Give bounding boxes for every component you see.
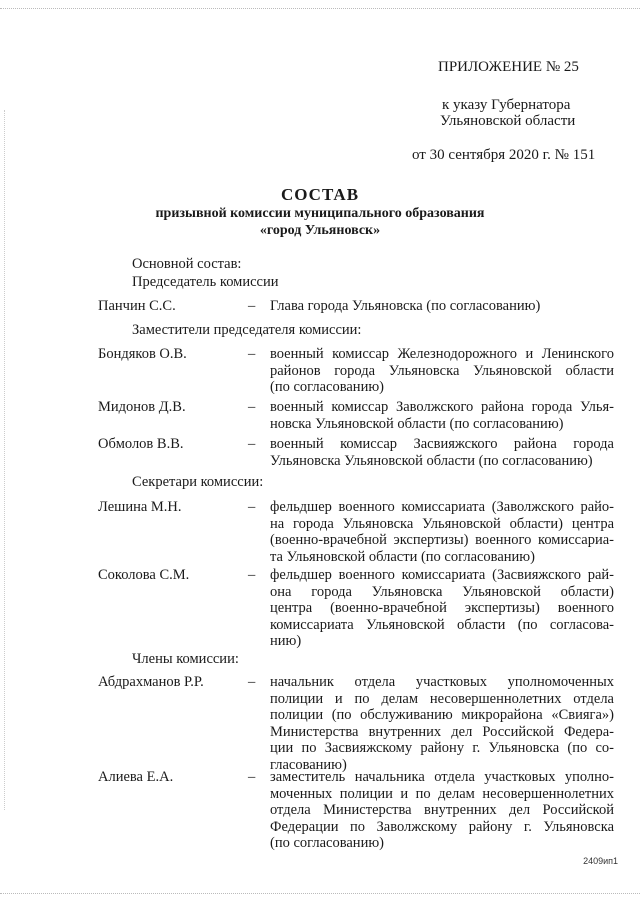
date-line: от 30 сентября 2020 г. № 151 <box>412 147 596 163</box>
section-members: Члены комиссии: <box>132 651 239 667</box>
position-line: полиции и по делам несовершеннолетних отдела <box>270 690 614 707</box>
scan-bottom-edge <box>0 893 640 894</box>
position-line: полиции (по обслуживанию микрорайона «Свияга») <box>270 707 614 724</box>
position-line: районов города Ульяновска Ульяновской области <box>270 362 614 379</box>
member-name: Лешина М.Н. <box>98 499 182 515</box>
position-line: (военно-врачебной экспертизы) военного комиссариа- <box>270 532 614 549</box>
position-line: моченных полиции и по делам несовершеннолетних <box>270 785 614 802</box>
member-name: Абдрахманов Р.Р. <box>98 674 204 690</box>
position-line: Глава города Ульяновска (по согласованию) <box>270 298 541 314</box>
section-main: Основной состав: <box>132 256 242 272</box>
member-name: Бондяков О.В. <box>98 346 187 362</box>
position-line: новска Ульяновской области (по согласованию) <box>270 415 564 432</box>
section-secretaries: Секретари комиссии: <box>132 474 264 490</box>
member-name: Обмолов В.В. <box>98 436 184 452</box>
separator-dash: – <box>248 567 256 583</box>
member-position <box>270 436 614 469</box>
document-subtitle-city: «город Ульяновск» <box>259 223 381 238</box>
member-position <box>270 674 614 774</box>
position-line: комиссариата Ульяновской области (по согласова- <box>270 616 614 633</box>
member-name: Алиева Е.А. <box>98 769 174 785</box>
position-line: она города Ульяновска Ульяновской области) <box>270 583 614 600</box>
separator-dash: – <box>248 769 256 785</box>
position-line: на города Ульяновска Ульяновской области) центра <box>270 515 614 532</box>
member-position <box>270 399 614 432</box>
appendix-label: ПРИЛОЖЕНИЕ № 25 <box>438 59 579 75</box>
position-line: фельдшер военного комиссариата (Заволжского райо- <box>270 499 614 515</box>
separator-dash: – <box>248 298 256 314</box>
separator-dash: – <box>248 499 256 515</box>
document-title: СОСТАВ <box>280 185 360 204</box>
document-code: 2409ип1 <box>583 856 618 866</box>
position-line: военный комиссар Железнодорожного и Ленинского <box>270 346 614 362</box>
member-position <box>270 298 614 315</box>
scan-left-edge <box>4 110 5 810</box>
decree-line-2: Ульяновской области <box>440 113 576 129</box>
separator-dash: – <box>248 436 256 452</box>
scan-top-edge <box>0 8 640 9</box>
member-position <box>270 769 614 852</box>
decree-line-1: к указу Губернатора <box>442 97 571 113</box>
position-line: (по согласованию) <box>270 379 384 396</box>
member-name: Соколова С.М. <box>98 567 190 583</box>
position-line: заместитель начальника отдела участковых уполно- <box>270 769 614 785</box>
position-line: та Ульяновской области (по согласованию) <box>270 548 535 565</box>
section-deputies: Заместители председателя комиссии: <box>132 322 362 338</box>
section-chairman: Председатель комиссии <box>132 274 279 290</box>
position-line: Федерации по Заволжскому району г. Ульяновска <box>270 818 614 835</box>
separator-dash: – <box>248 346 256 362</box>
member-position <box>270 499 614 565</box>
position-line: (по согласованию) <box>270 835 384 852</box>
document-subtitle: призывной комиссии муниципального образования <box>155 206 485 221</box>
position-line: военный комиссар Заволжского района города Улья- <box>270 399 614 415</box>
position-line: отдела Министерства внутренних дел Российской <box>270 802 614 819</box>
member-name: Панчин С.С. <box>98 298 176 314</box>
position-line: нию) <box>270 633 302 650</box>
position-line: центра (военно-врачебной экспертизы) военного <box>270 600 614 617</box>
member-position <box>270 346 614 396</box>
separator-dash: – <box>248 399 256 415</box>
member-name: Мидонов Д.В. <box>98 399 186 415</box>
position-line: начальник отдела участковых уполномоченных <box>270 674 614 690</box>
position-line: фельдшер военного комиссариата (Засвияжского рай- <box>270 567 614 583</box>
position-line: военный комиссар Засвияжского района города <box>270 436 614 452</box>
position-line: гласованию) <box>270 756 347 773</box>
separator-dash: – <box>248 674 256 690</box>
member-position <box>270 567 614 650</box>
position-line: Ульяновска Ульяновской области (по согласованию) <box>270 452 593 469</box>
position-line: Министерства внутренних дел Российской Федера- <box>270 723 614 740</box>
position-line: ции по Засвияжскому району г. Ульяновска (по со- <box>270 740 614 757</box>
